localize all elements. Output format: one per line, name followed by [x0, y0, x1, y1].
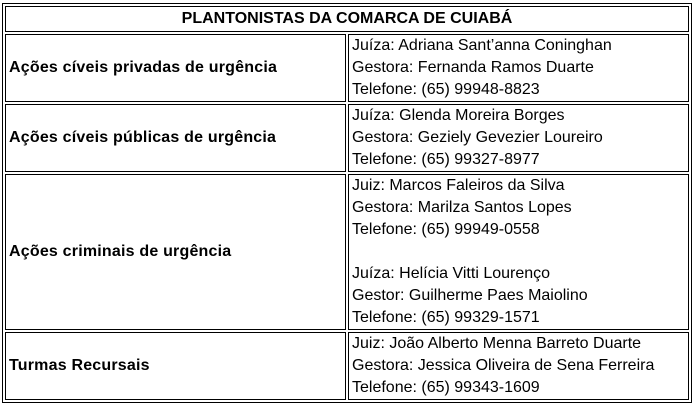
manager-line: Gestora: Fernanda Ramos Duarte	[352, 59, 594, 76]
category-label: Turmas Recursais	[5, 332, 346, 400]
table-title: PLANTONISTAS DA COMARCA DE CUIABÁ	[5, 6, 689, 32]
plantonistas-table	[2, 3, 692, 403]
phone-line: Telefone: (65) 99327-8977	[352, 151, 540, 168]
contacts-cell	[348, 104, 689, 172]
category-label: Ações cíveis privadas de urgência	[5, 34, 346, 102]
category-label: Ações criminais de urgência	[5, 174, 346, 330]
manager-line: Gestora: Marilza Santos Lopes	[352, 199, 572, 216]
phone-line: Telefone: (65) 99949-0558	[352, 221, 540, 238]
phone-line: Telefone: (65) 99948-8823	[352, 81, 540, 98]
phone-line: Telefone: (65) 99329-1571	[352, 309, 540, 326]
table-row	[5, 104, 689, 172]
manager-line: Gestora: Jessica Oliveira de Sena Ferreira	[352, 357, 655, 374]
manager-line: Gestor: Guilherme Paes Maiolino	[352, 287, 588, 304]
judge-line: Juiz: João Alberto Menna Barreto Duarte	[352, 335, 642, 352]
group-spacer	[352, 241, 685, 263]
contacts-cell	[348, 332, 689, 400]
judge-line: Juíza: Helícia Vitti Lourenço	[352, 265, 551, 282]
category-label: Ações cíveis públicas de urgência	[5, 104, 346, 172]
table-row	[5, 174, 689, 330]
phone-line: Telefone: (65) 99343-1609	[352, 379, 540, 396]
judge-line: Juíza: Adriana Sant’anna Coninghan	[352, 37, 612, 54]
contacts-cell	[348, 174, 689, 330]
judge-line: Juíza: Glenda Moreira Borges	[352, 107, 565, 124]
table-row	[5, 34, 689, 102]
contacts-cell	[348, 34, 689, 102]
table-row	[5, 332, 689, 400]
judge-line: Juiz: Marcos Faleiros da Silva	[352, 177, 565, 194]
manager-line: Gestora: Geziely Gevezier Loureiro	[352, 129, 603, 146]
table-title-row	[5, 6, 689, 32]
